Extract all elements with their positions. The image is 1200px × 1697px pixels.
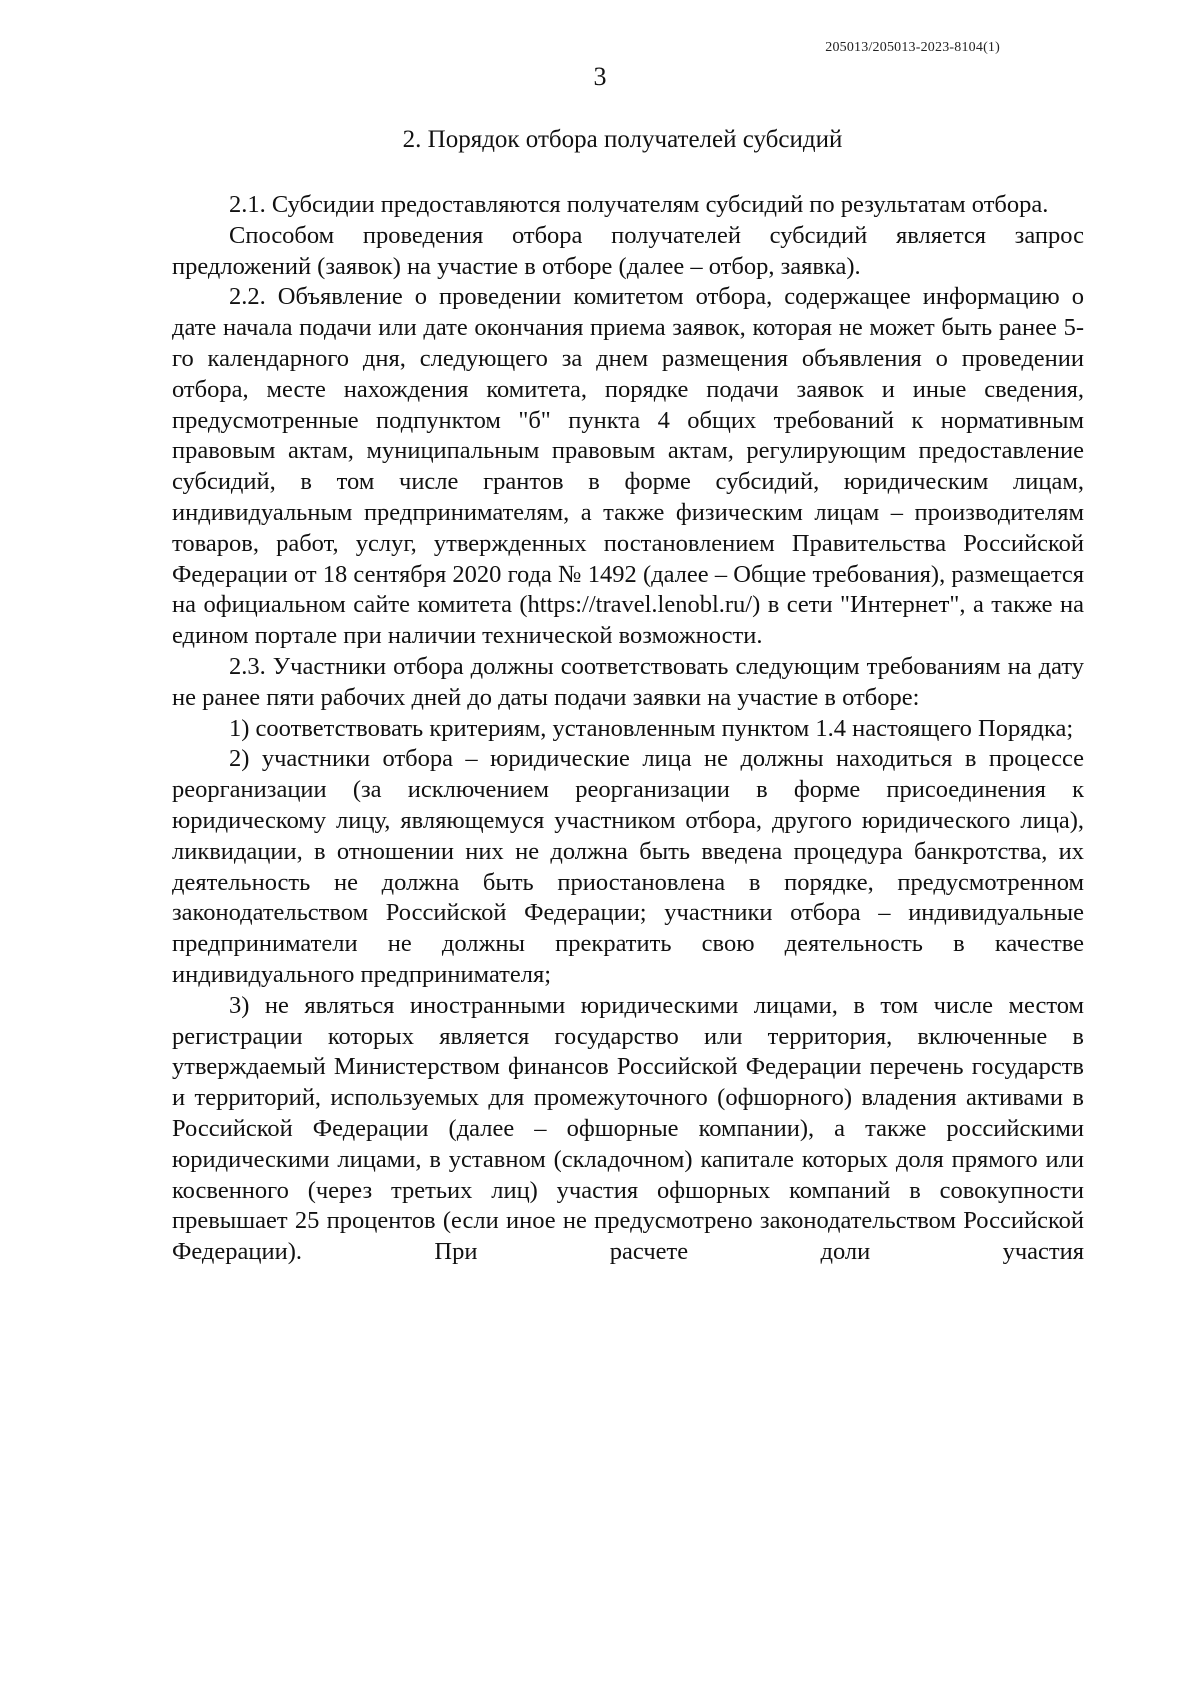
section-title: 2. Порядок отбора получателей субсидий — [402, 126, 843, 153]
paragraph-2-2: 2.2. Объявление о проведении комитетом отбора, содержащее информацию о дате начала подачи или дате окончания приема заявок, которая не может быть ранее 5-го календарного дня, следующего за днем размещения объявления о проведении отбора, месте нахождения комитета, порядке подачи заявок и иные сведения, предусмотренные подпунктом "б" пункта 4 общих требований к нормативным правовым актам, муниципальным правовым актам, регулирующим предоставление субсидий, в том числе грантов в форме субсидий, юридическим лицам, индивидуальным предпринимателям, а также физическим лицам – производителям товаров, работ, услуг, утвержденных постановлением Правительства Российской Федерации от 18 сентября 2020 года № 1492 (далее – Общие требования), размещается на официальном сайте комитета (https://travel.lenobl.ru/) в сети "Интернет", а также на едином портале при наличии технической возможности. — [172, 283, 1084, 650]
list-item-3: 3) не являться иностранными юридическими лицами, в том числе местом регистрации которых является государство или территория, включенные в утверждаемый Министерством финансов Российской Федерации перечень государств и территорий, используемых для промежуточного (офшорного) владения активами в Российской Федерации (далее – офшорные компании), а также российскими юридическими лицами, в уставном (складочном) капитале которых доля прямого или косвенного (через третьих лиц) участия офшорных компаний в совокупности превышает 25 процентов (если иное не предусмотрено законодательством Российской Федерации). При расчете доли участия — [172, 991, 1084, 1266]
document-body — [172, 190, 1084, 1268]
page-number: 3 — [593, 62, 607, 91]
paragraph-2-3: 2.3. Участники отбора должны соответствовать следующим требованиям на дату не ранее пяти рабочих дней до даты подачи заявки на участие в отборе: — [172, 652, 1084, 711]
document-id: 205013/205013-2023-8104(1) — [825, 40, 1000, 55]
paragraph-selection-method: Способом проведения отбора получателей субсидий является запрос предложений (заявок) на участие в отборе (далее – отбор, заявка). — [172, 221, 1084, 280]
list-item-2: 2) участники отбора – юридические лица не должны находиться в процессе реорганизации (за исключением реорганизации в форме присоединения к юридическому лицу, являющемуся участником отбора, другого юридического лица), ликвидации, в отношении них не должна быть введена процедура банкротства, их деятельность не должна быть приостановлена в порядке, предусмотренном законодательством Российской Федерации; участники отбора – индивидуальные предприниматели не должны прекратить свою деятельность в качестве индивидуального предпринимателя; — [172, 745, 1084, 988]
paragraph-2-1: 2.1. Субсидии предоставляются получателям субсидий по результатам отбора. — [229, 191, 1049, 218]
list-item-1: 1) соответствовать критериям, установленным пунктом 1.4 настоящего Порядка; — [229, 714, 1074, 742]
